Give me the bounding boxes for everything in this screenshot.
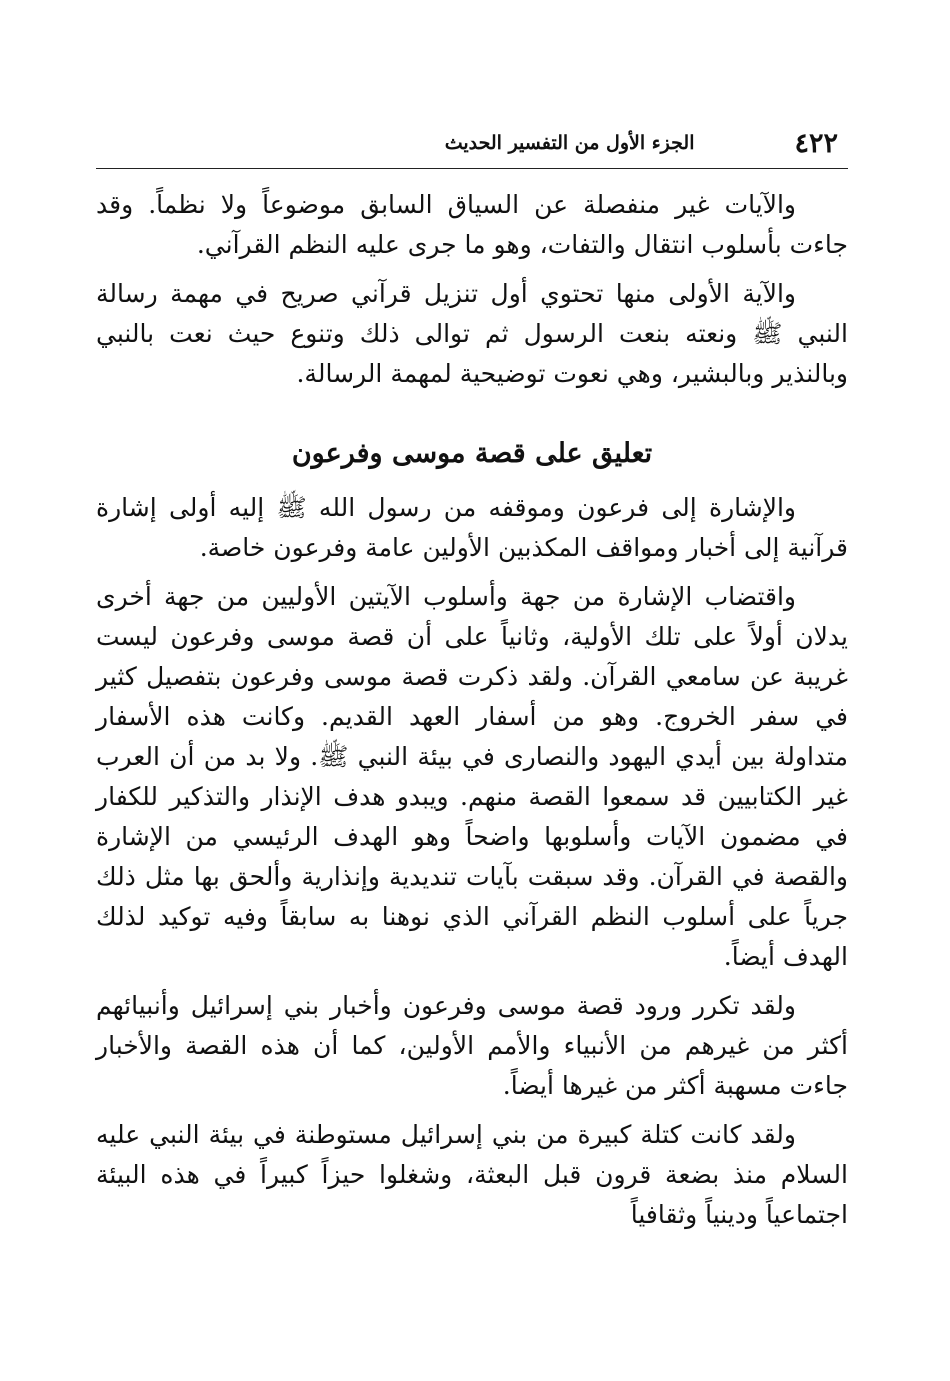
paragraph: واقتضاب الإشارة من جهة وأسلوب الآيتين الأوليين من جهة أخرى يدلان أولاً على تلك الأولية، وثانياً على أن قصة موسى وفرعون ليست غريبة عن سامعي القرآن. ولقد ذكرت قصة موسى وفرعون بتفصيل كثير في سفر الخروج. وهو من أسفار العهد القديم. وكانت هذه الأسفار متداولة بين أيدي اليهود والنصارى في بيئة النبي ﷺ. ولا بد من أن العرب غير الكتابيين قد سمعوا القصة منهم. ويبدو هدف الإنذار والتذكير للكفار في مضمون الآيات وأسلوبها واضحاً وهو الهدف الرئيسي من الإشارة والقصة في القرآن. وقد سبقت بآيات تنديدية وإنذارية وألحق بها مثل ذلك جرياً على أسلوب النظم القرآني الذي نوهنا به سابقاً وفيه توكيد لذلك الهدف أيضاً. xyxy=(96,582,848,971)
paragraph: ولقد كانت كتلة كبيرة من بني إسرائيل مستوطنة في بيئة النبي عليه السلام منذ بضعة قرون قبل البعثة، وشغلوا حيزاً كبيراً في هذه البيئة اجتماعياً ودينياً وثقافياً xyxy=(96,1120,848,1229)
paragraph: والإشارة إلى فرعون وموقفه من رسول الله ﷺ إليه أولى إشارة قرآنية إلى أخبار ومواقف المكذبين الأولين عامة وفرعون خاصة. xyxy=(96,493,848,562)
paragraph: ولقد تكرر ورود قصة موسى وفرعون وأخبار بني إسرائيل وأنبيائهم أكثر من غيرهم من الأنبياء والأمم الأولين، كما أن هذه القصة والأخبار جاءت مسهبة أكثر من غيرها أيضاً. xyxy=(96,991,848,1100)
running-title: الجزء الأول من التفسير الحديث xyxy=(444,132,695,154)
paragraph: والآية الأولى منها تحتوي أول تنزيل قرآني صريح في مهمة رسالة النبي ﷺ ونعته بنعت الرسول ثم توالى ذلك وتنوع حيث نعت بالنبي وبالنذير وبالبشير، وهي نعوت توضيحية لمهمة الرسالة. xyxy=(96,279,848,388)
body-text xyxy=(96,185,848,1235)
section-heading: تعليق على قصة موسى وفرعون xyxy=(291,438,653,469)
paragraph: والآيات غير منفصلة عن السياق السابق موضوعاً ولا نظماً. وقد جاءت بأسلوب انتقال والتفات، وهو ما جرى عليه النظم القرآني. xyxy=(96,190,848,259)
page-number: ٤٢٢ xyxy=(794,127,838,159)
running-header xyxy=(96,118,848,169)
book-page xyxy=(96,118,848,1244)
